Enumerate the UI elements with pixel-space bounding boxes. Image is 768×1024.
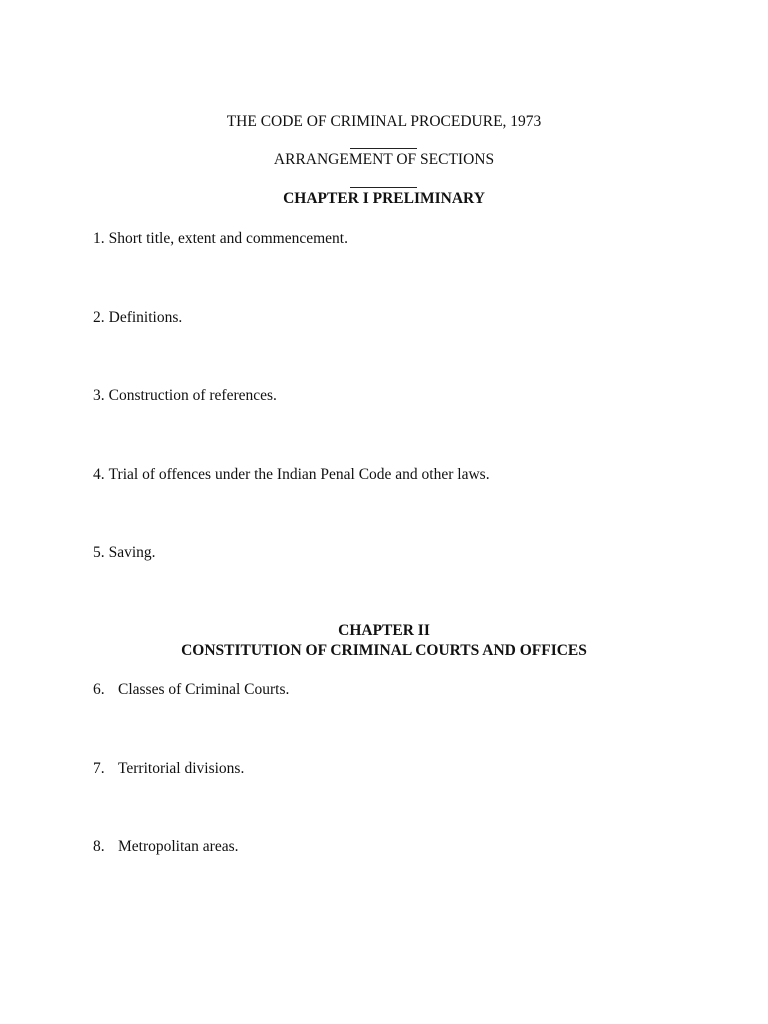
title-divider [350,148,417,149]
document-title: THE CODE OF CRIMINAL PROCEDURE, 1973 [226,113,542,130]
document-subtitle: ARRANGEMENT OF SECTIONS [273,151,495,168]
chapter-2-subheading: CONSTITUTION OF CRIMINAL COURTS AND OFFICES [181,642,587,659]
section-title: Definitions. [108,309,183,326]
section-item [93,387,277,405]
section-title: Short title, extent and commencement. [108,230,348,247]
section-item [93,466,490,484]
section-number: 5. [93,544,105,561]
chapter-1-heading: CHAPTER I PRELIMINARY [283,190,485,207]
subtitle-divider [350,187,417,188]
section-number: 8. [93,838,105,855]
section-title: Metropolitan areas. [118,838,239,855]
section-number: 6. [93,681,105,698]
section-number: 7. [93,760,105,777]
section-item [93,838,239,856]
section-item [93,681,289,699]
section-title: Territorial divisions. [118,760,245,777]
section-number: 1. [93,230,105,247]
section-item [93,760,244,778]
chapter-2-heading: CHAPTER II [338,622,430,639]
section-number: 4. [93,466,105,483]
section-title: Saving. [108,544,156,561]
section-title: Construction of references. [108,387,277,404]
section-item [93,309,182,327]
section-title: Classes of Criminal Courts. [118,681,290,698]
section-item [93,230,348,248]
section-number: 2. [93,309,105,326]
section-title: Trial of offences under the Indian Penal Code and other laws. [108,466,490,483]
section-number: 3. [93,387,105,404]
section-item [93,544,156,562]
